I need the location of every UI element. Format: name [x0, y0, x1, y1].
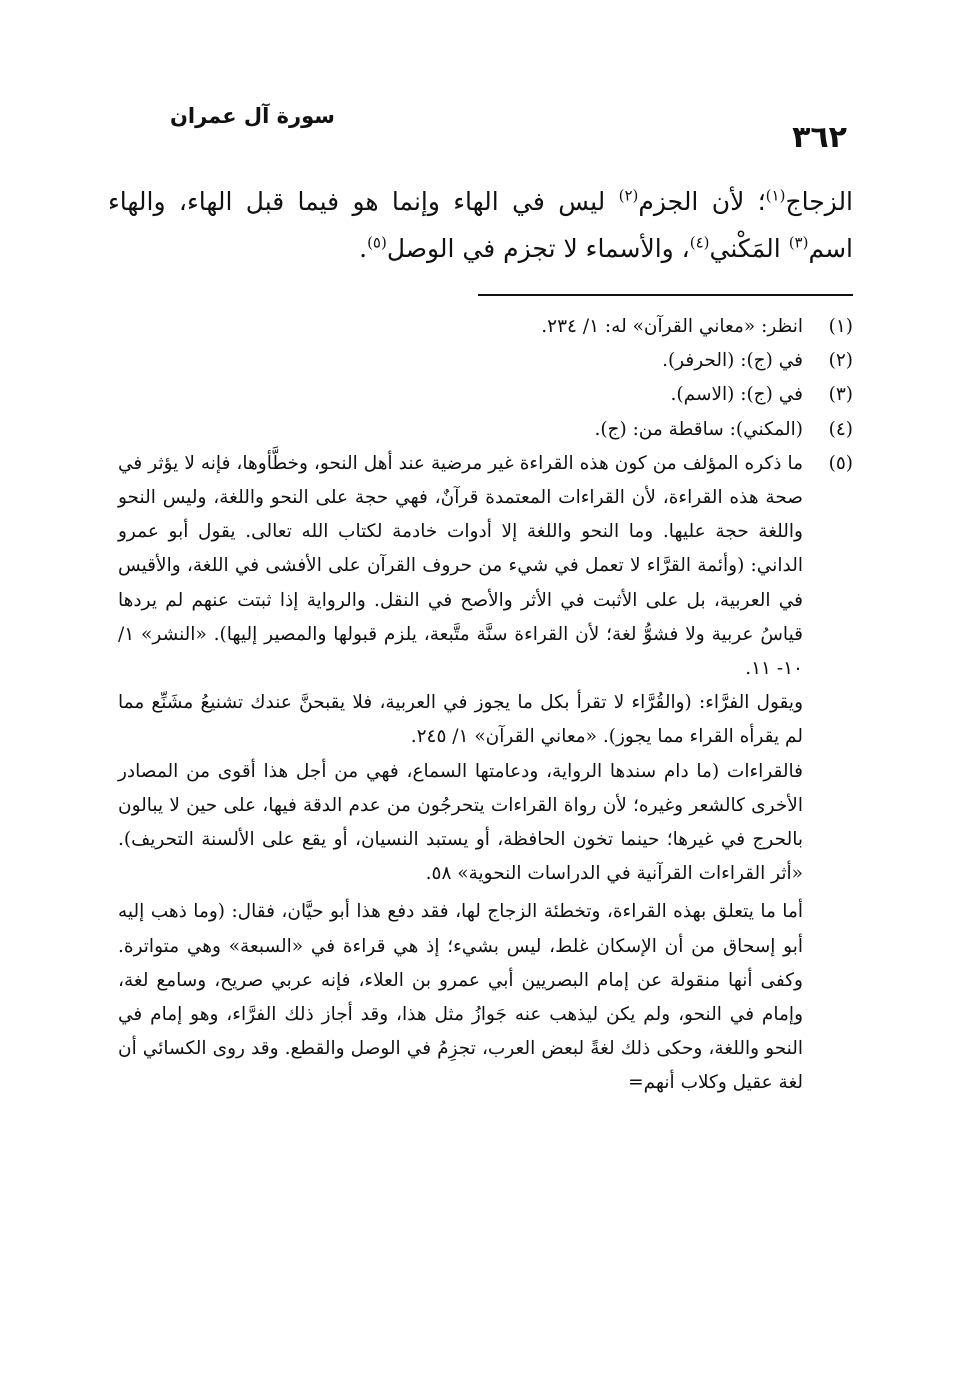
- footnote-text: في (ج): (الحرفر).: [662, 350, 803, 372]
- footnote-text: (المكني): ساقطة من: (ج).: [594, 418, 803, 440]
- footnote-number: (١): [828, 316, 853, 337]
- footnote-ref-4: (٤): [689, 233, 710, 252]
- footnote-text: في (ج): (الاسم).: [670, 384, 803, 406]
- main-text: [108, 178, 853, 272]
- main-paragraph: الزجاج$^{(١)}$؛ لأن الجزم$^{(٢)}$ ليس في الهاء وإنما هو فيما قبل الهاء، والهاء اسم$^{(٣)}$ المَكْني$^{(٤)}$، والأسماء لا تجزم في الوصل$^{(٥)}$.: [108, 186, 854, 263]
- footnote-ref-3: (٣): [788, 233, 809, 252]
- footnote-4: [118, 413, 853, 447]
- footnote-5-continuation-abu-hayyan: أما ما يتعلق بهذه القراءة، وتخطئة الزجاج لها، فقد دفع هذا أبو حيَّان، فقال: (وما ذهب إليه أبو إسحاق من أن الإسكان غلط، ليس بشيء؛ إذ هي قراءة في «السبعة» وهي متواترة. وكفى أنها منقولة عن إمام البصريين أبي عمرو بن العلاء، فإنه عربي صريح، وسامع لغة، وإمام في النحو، ولم يكن ليذهب عنه جَوازُ مثل هذا، وقد أجاز ذلك الفرَّاء، وهو إمام في النحو واللغة، وحكى ذلك لغةً لبعض العرب، تجزِمُ في الوصل والقطع. وقد روى الكسائي أن لغة عقيل وكلاب أنهم=: [118, 901, 803, 1094]
- footnote-ref-2: (٢): [618, 186, 639, 205]
- running-title: سورة آل عمران: [170, 104, 335, 128]
- footnote-ref-5: (٥): [367, 233, 387, 252]
- footnotes: [118, 310, 853, 1101]
- footnote-text: ما ذكره المؤلف من كون هذه القراءة غير مرضية عند أهل النحو، وخطَّأوها، فإنه لا يؤثر في صحة هذه القراءة، لأن القراءات المعتمدة قرآنٌ، فهي حجة على النحو واللغة، وليس النحو واللغة حجة عليها. وما النحو واللغة إلا أدوات خادمة لكتاب الله تعالى. يقول أبو عمرو الداني: (وأئمة القرَّاء لا تعمل في شيء من حروف القرآن على الأفشى في اللغة، والأقيس في العربية، بل على الأثبت في الأثر والأصح في النقل. والرواية إذا ثبتت عنهم لم يردها قياسُ عربية ولا فشوُّ لغة؛ لأن القراءة سنَّة متَّبعة، يلزم قبولها والمصير إليها). «النشر» ١/ ١٠- ١١.: [118, 452, 803, 680]
- footnote-number: (٢): [828, 350, 853, 372]
- footnote-number: (٣): [828, 384, 853, 406]
- footnote-5-continuation-farra: ويقول الفرَّاء: (والقُرَّاء لا تقرأ بكل ما يجوز في العربية، فلا يقبحنَّ عندك تشنيعُ مشَنِّع مما لم يقرأه القراء مما يجوز). «معاني القرآن» ١/ ٢٤٥.: [118, 692, 803, 748]
- footnote-2: [118, 344, 853, 378]
- footnote-1: [118, 310, 853, 344]
- footnote-5: [118, 447, 853, 686]
- footnote-5-continuation-qiraat: فالقراءات (ما دام سندها الرواية، ودعامتها السماع، فهي من أجل هذا أقوى من المصادر الأخرى كالشعر وغيره؛ لأن رواة القراءات يتحرجُون من عدم الدقة فيها، على حين لا يبالون بالحرج في غيرها؛ حينما تخون الحافظة، أو يستبد النسيان، أو يقع على الألسنة التحريف). «أثر القراءات القرآنية في الدراسات النحوية» ٥٨.: [118, 760, 803, 885]
- footnote-number: (٤): [828, 418, 853, 440]
- page-header: [0, 100, 975, 160]
- footnote-separator: [478, 294, 853, 296]
- footnote-text: انظر: «معاني القرآن» له: ١/ ٢٣٤.: [541, 316, 803, 337]
- page-number: ٣٦٢: [792, 120, 847, 155]
- footnote-ref-1: (١): [765, 186, 786, 205]
- footnote-3: [118, 378, 853, 412]
- footnote-number: (٥): [828, 452, 853, 474]
